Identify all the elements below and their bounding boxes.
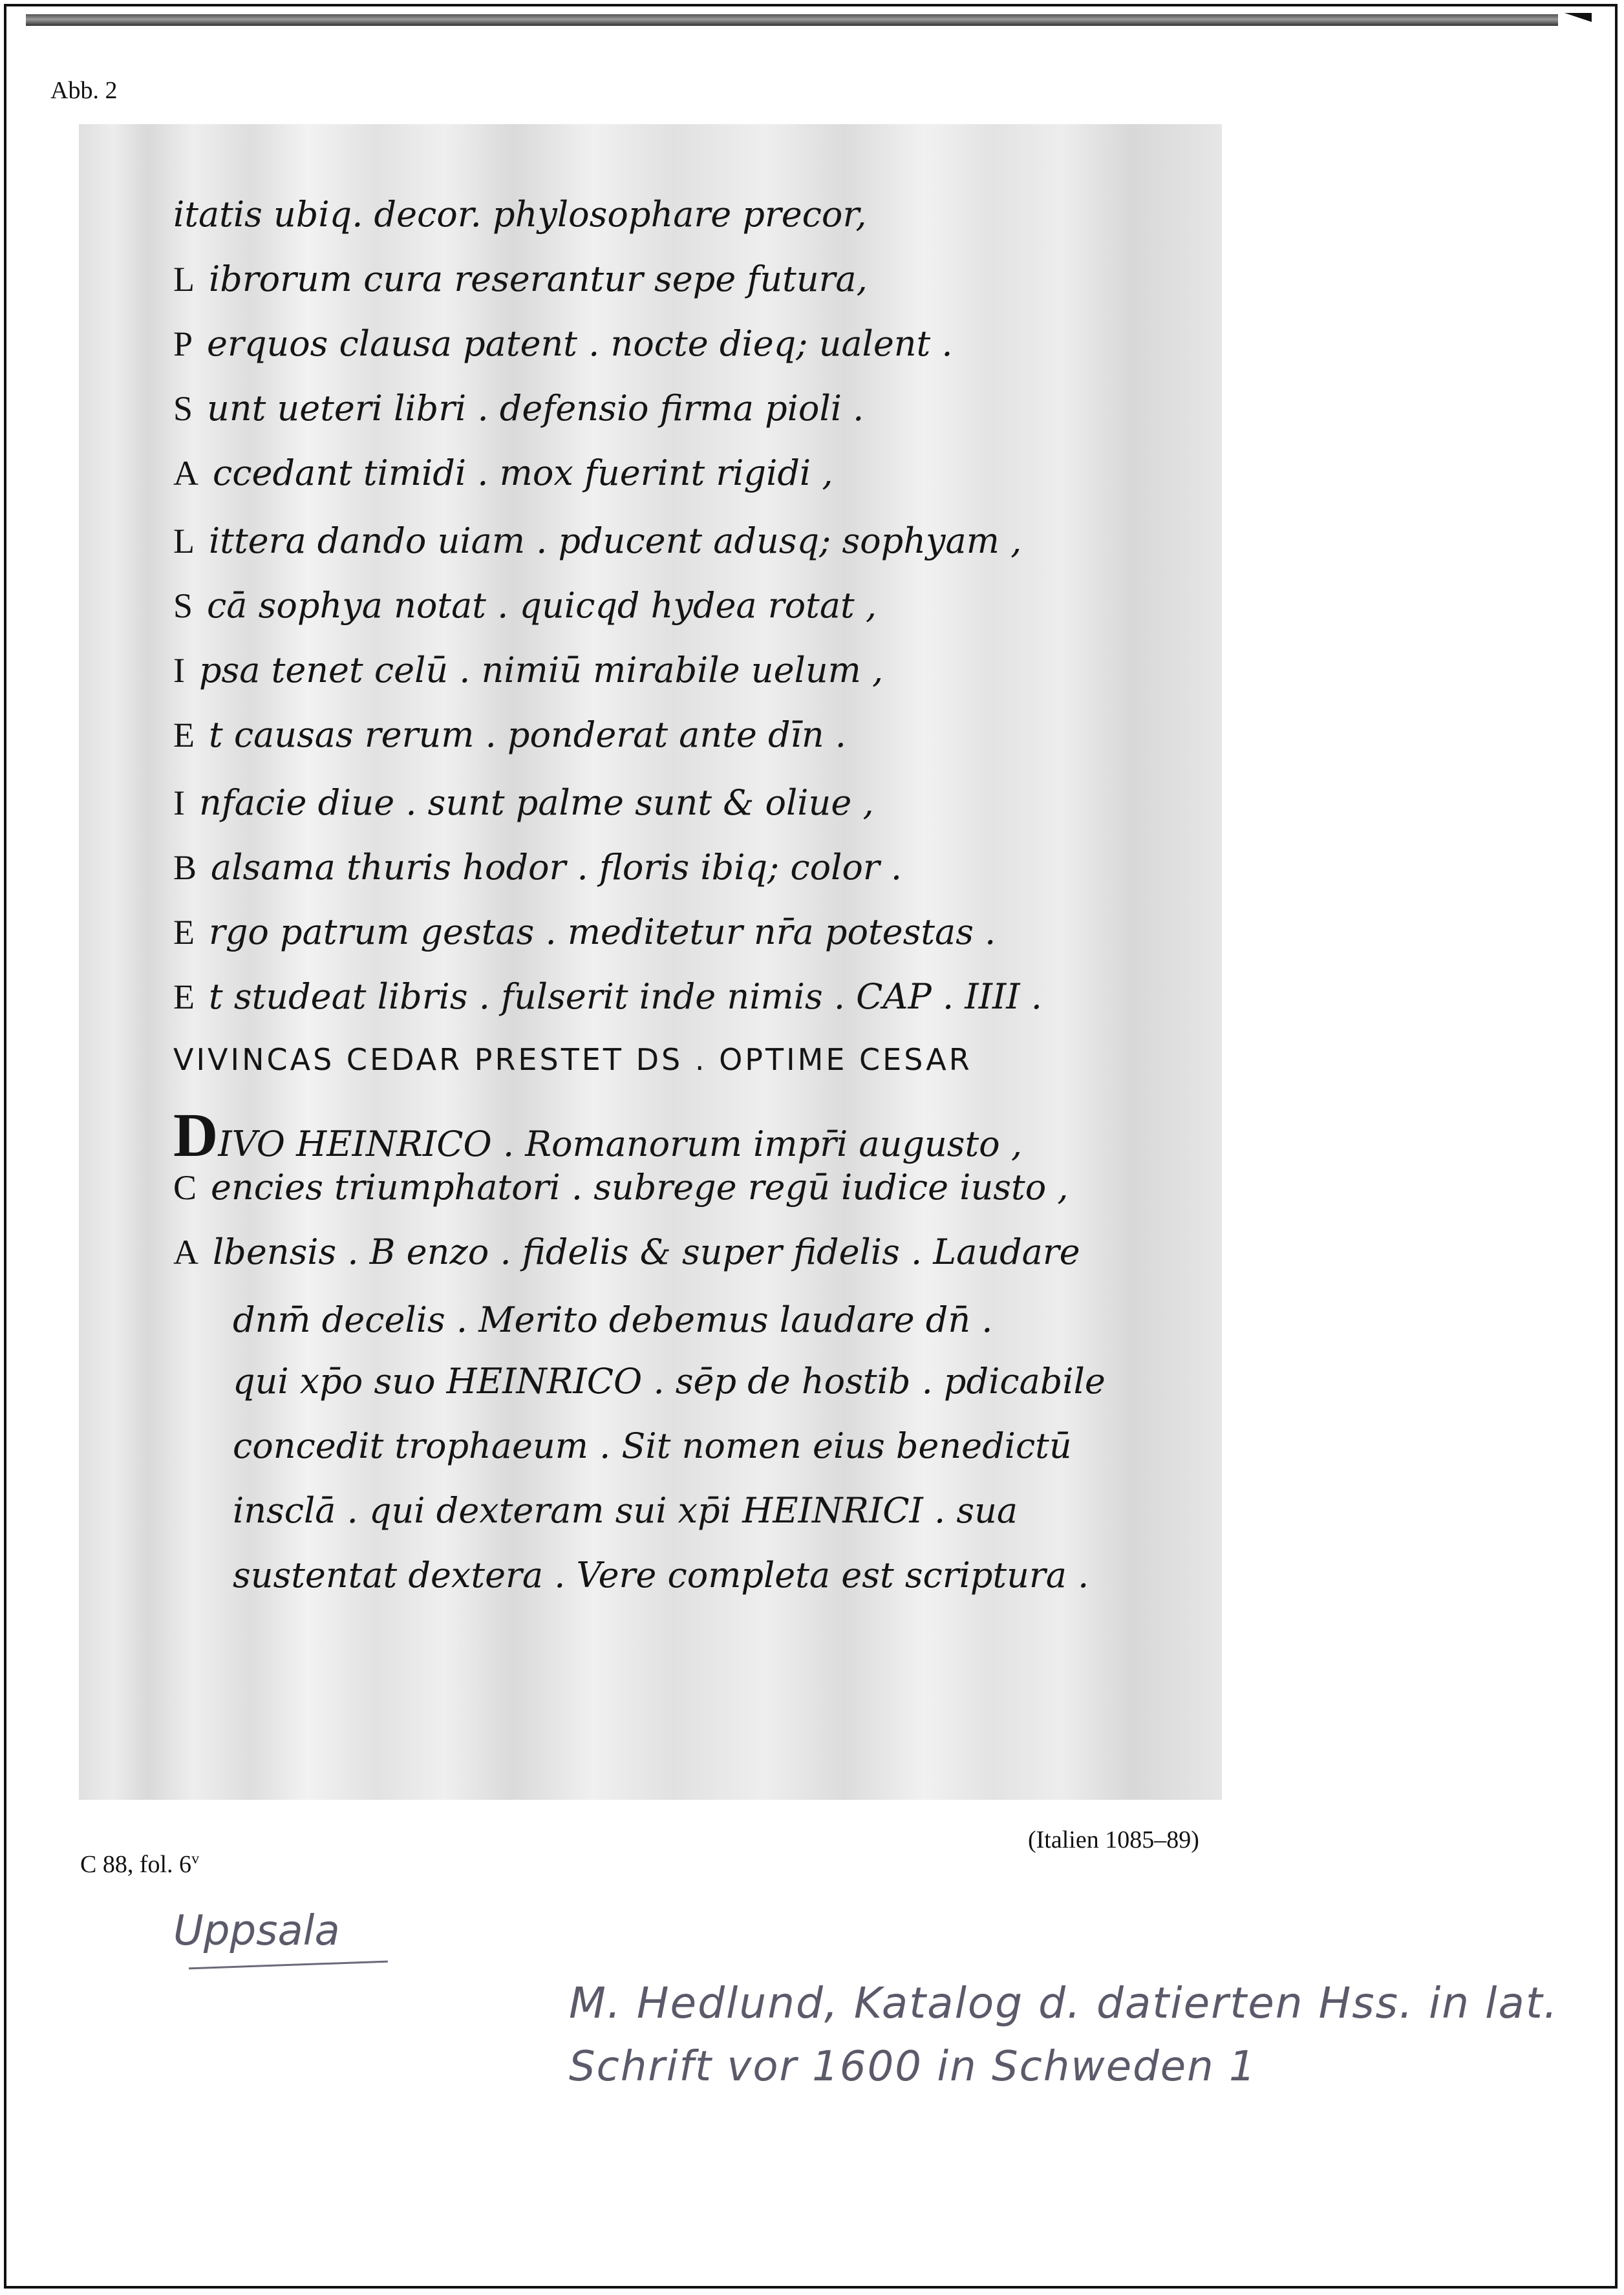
line-text: unt ueteri libri . defensio firma pioli .: [207, 388, 864, 429]
line-text: t causas rerum . ponderat ante dīn .: [209, 714, 846, 755]
manuscript-line: [173, 388, 864, 429]
manuscript-line: [173, 782, 874, 823]
manuscript-line: [173, 847, 902, 888]
line-text: encies triumphatori . subrege regū iudice iusto ,: [211, 1167, 1069, 1208]
line-text: ibrorum cura reserantur sepe futura,: [209, 259, 868, 299]
manuscript-line: [173, 453, 833, 493]
corner-arrow-icon: [1565, 13, 1592, 22]
line-initial: E: [173, 716, 195, 754]
manuscript-line: [233, 1299, 992, 1340]
line-text: itatis ubiq. decor. phylosophare precor,: [173, 194, 867, 235]
manuscript-line: [173, 194, 867, 235]
manuscript-line: [233, 1555, 1089, 1596]
manuscript-line: [173, 520, 1021, 561]
line-initial: L: [173, 260, 195, 299]
line-text: qui xp̄o suo HEINRICO . sēp de hostib . pdicabile: [233, 1361, 1106, 1402]
line-initial: A: [173, 454, 198, 493]
line-initial: S: [173, 586, 193, 625]
line-text: lbensis . B enzo . fidelis & super fidelis . Laudare: [213, 1232, 1080, 1272]
handwritten-reference-line-2: Schrift vor 1600 in Schweden 1: [569, 2043, 1257, 2091]
line-text: t studeat libris . fulserit inde nimis . CAP . IIII .: [209, 976, 1042, 1017]
line-text: sustentat dextera . Vere completa est scriptura .: [233, 1555, 1089, 1596]
manuscript-line: [173, 585, 877, 626]
line-initial: I: [173, 651, 185, 690]
line-initial: C: [173, 1168, 197, 1207]
line-initial: E: [173, 977, 195, 1016]
scan-top-edge: [26, 14, 1558, 26]
manuscript-line: [173, 323, 953, 364]
manuscript-line: [233, 1361, 1106, 1402]
line-initial: B: [173, 848, 197, 887]
manuscript-line: [173, 714, 846, 755]
shelfmark-text: C 88, fol. 6: [80, 1851, 192, 1878]
line-text: nfacie diue . sunt palme sunt & oliue ,: [198, 782, 874, 823]
line-initial: L: [173, 522, 195, 560]
line-text: cā sophya notat . quicqd hydea rotat ,: [207, 585, 877, 626]
handwritten-reference-line-1: M. Hedlund, Katalog d. datierten Hss. in lat.: [569, 1978, 1559, 2028]
manuscript-line: [233, 1490, 1018, 1531]
line-text: concedit trophaeum . Sit nomen eius benedictū: [233, 1425, 1072, 1466]
line-initial: I: [173, 784, 185, 822]
handwritten-place: Uppsala: [173, 1907, 340, 1955]
manuscript-line: [173, 1232, 1080, 1272]
manuscript-line: [173, 650, 883, 690]
rubric-caps-line: VIVINCAS CEDAR PRESTET DS . OPTIME CESAR: [173, 1042, 972, 1077]
line-text: alsama thuris hodor . floris ibiq; color .: [211, 847, 903, 888]
line-text: IVO HEINRICO . Romanorum impr̄i augusto ,: [218, 1124, 1022, 1164]
origin-caption: (Italien 1085–89): [1028, 1826, 1199, 1853]
line-initial: A: [173, 1233, 198, 1272]
line-initial: S: [173, 389, 193, 428]
line-text: ittera dando uiam . pducent adusq; sophyam ,: [209, 520, 1022, 561]
manuscript-line: [173, 912, 996, 952]
line-initial: P: [173, 325, 193, 363]
line-text: dnm̄ decelis . Merito debemus laudare dn̄ .: [233, 1299, 993, 1340]
decorated-initial: D: [173, 1100, 219, 1169]
folio-superscript: v: [191, 1850, 200, 1868]
manuscript-line: [173, 1099, 1022, 1171]
shelfmark-caption: [80, 1850, 199, 1879]
manuscript-line: [173, 976, 1042, 1017]
manuscript-line: [173, 1038, 972, 1078]
line-text: rgo patrum gestas . meditetur nr̄a potestas .: [209, 912, 996, 952]
figure-label: Abb. 2: [50, 77, 118, 104]
line-text: ccedant timidi . mox fuerint rigidi ,: [213, 453, 833, 493]
manuscript-line: [173, 1167, 1069, 1208]
manuscript-photo: [79, 124, 1222, 1800]
manuscript-line: [173, 259, 868, 299]
line-text: psa tenet celū . nimiū mirabile uelum ,: [198, 650, 884, 690]
line-text: erquos clausa patent . nocte dieq; ualent .: [207, 323, 953, 364]
manuscript-line: [233, 1425, 1072, 1466]
line-text: insclā . qui dexteram sui xp̄i HEINRICI . sua: [233, 1490, 1018, 1531]
line-initial: E: [173, 913, 195, 952]
